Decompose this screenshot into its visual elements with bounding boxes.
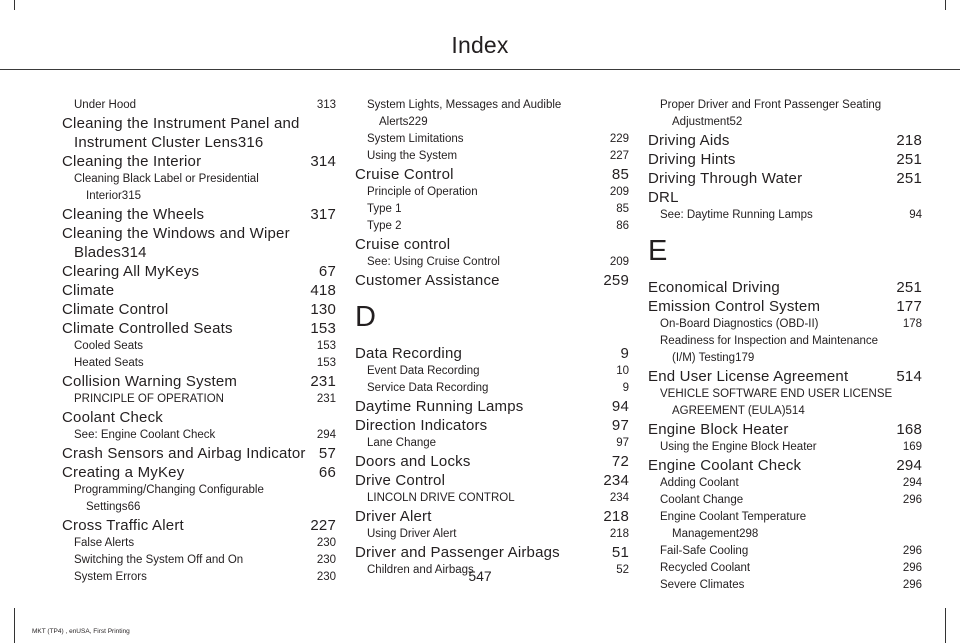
index-subentry bbox=[355, 201, 629, 218]
entry-label: Recycled Coolant bbox=[660, 562, 751, 574]
index-entry bbox=[62, 114, 336, 152]
index-subentry bbox=[355, 254, 629, 271]
entry-label: AGREEMENT (EULA) bbox=[672, 405, 786, 417]
entry-page-number: 10 bbox=[616, 365, 629, 377]
entry-page-number: 230 bbox=[316, 537, 336, 549]
entry-continuation bbox=[74, 499, 336, 516]
entry-page-number: 227 bbox=[310, 517, 336, 534]
entry-page-number: 514 bbox=[785, 405, 805, 417]
entry-label: Cross Traffic Alert bbox=[62, 517, 184, 534]
entry-page-number: 294 bbox=[902, 477, 922, 489]
entry-label: LINCOLN DRIVE CONTROL bbox=[367, 492, 515, 504]
entry-page-number: 251 bbox=[896, 151, 922, 168]
entry-label: Cleaning the Windows and Wiper bbox=[62, 225, 290, 242]
index-entry bbox=[648, 169, 922, 188]
entry-label: Climate Controlled Seats bbox=[62, 320, 233, 337]
index-entry bbox=[648, 278, 922, 297]
entry-label: Cleaning the Instrument Panel and bbox=[62, 115, 300, 132]
entry-page-number: 251 bbox=[896, 279, 922, 296]
entry-label: Drive Control bbox=[355, 472, 446, 489]
index-subentry bbox=[648, 475, 922, 492]
entry-page-number: 153 bbox=[316, 340, 336, 352]
entry-label: Blades bbox=[74, 244, 122, 261]
index-entry bbox=[62, 372, 336, 391]
index-subentry bbox=[355, 97, 629, 131]
entry-label: Driving Hints bbox=[648, 151, 736, 168]
entry-label: System Lights, Messages and Audible bbox=[367, 99, 562, 111]
entry-label: Climate bbox=[62, 282, 115, 299]
entry-page-number: 94 bbox=[611, 398, 629, 415]
entry-page-number: 229 bbox=[609, 133, 629, 145]
index-entry: DRL bbox=[648, 189, 679, 206]
entry-label: Cleaning the Interior bbox=[62, 153, 202, 170]
entry-label: End User License Agreement bbox=[648, 368, 849, 385]
index-entry bbox=[355, 507, 629, 526]
entry-continuation bbox=[660, 526, 922, 543]
index-column-2 bbox=[355, 97, 629, 579]
entry-label: Cruise Control bbox=[355, 166, 454, 183]
entry-page-number: 85 bbox=[616, 203, 629, 215]
index-subentry bbox=[648, 386, 922, 420]
index-subentry bbox=[648, 316, 922, 333]
entry-page-number: 231 bbox=[316, 393, 336, 405]
header-rule bbox=[0, 69, 960, 70]
entry-label: Cleaning Black Label or Presidential bbox=[74, 173, 259, 185]
entry-label: Collision Warning System bbox=[62, 373, 238, 390]
entry-label: Cleaning the Wheels bbox=[62, 206, 205, 223]
index-entry bbox=[355, 543, 629, 562]
index-entry bbox=[355, 344, 629, 363]
index-subentry bbox=[355, 526, 629, 543]
entry-continuation bbox=[367, 114, 629, 131]
index-subentry bbox=[648, 97, 922, 131]
entry-page-number: 66 bbox=[318, 464, 336, 481]
index-entry bbox=[62, 262, 336, 281]
index-subentry bbox=[62, 97, 336, 114]
entry-continuation bbox=[660, 350, 922, 367]
entry-page-number: 209 bbox=[609, 186, 629, 198]
entry-continuation bbox=[660, 114, 922, 131]
entry-page-number: 85 bbox=[611, 166, 629, 183]
entry-label: Creating a MyKey bbox=[62, 464, 185, 481]
index-subentry bbox=[62, 482, 336, 516]
index-subentry bbox=[648, 492, 922, 509]
entry-label: Adjustment bbox=[672, 116, 730, 128]
entry-page-number: 97 bbox=[611, 417, 629, 434]
index-entry bbox=[355, 416, 629, 435]
index-subentry bbox=[62, 535, 336, 552]
entry-continuation bbox=[62, 133, 336, 152]
entry-line bbox=[74, 97, 336, 114]
entry-page-number: 67 bbox=[318, 263, 336, 280]
crop-mark-bottom-right-v bbox=[945, 608, 946, 643]
entry-page-number: 52 bbox=[616, 564, 629, 576]
index-subentry bbox=[62, 338, 336, 355]
entry-label: Proper Driver and Front Passenger Seating bbox=[660, 99, 882, 111]
crop-mark-top-right-v bbox=[945, 0, 946, 10]
entry-page-number: 9 bbox=[622, 382, 629, 394]
index-entry bbox=[62, 281, 336, 300]
page-title: Index bbox=[451, 32, 509, 58]
entry-page-number: 86 bbox=[616, 220, 629, 232]
entry-label: (I/M) Testing bbox=[672, 352, 736, 364]
entry-page-number: 179 bbox=[735, 352, 755, 364]
index-entry bbox=[648, 420, 922, 439]
index-subentry bbox=[62, 427, 336, 444]
entry-label: Driving Through Water bbox=[648, 170, 803, 187]
index-subentry bbox=[355, 218, 629, 235]
section-letter: E bbox=[648, 235, 668, 267]
index-entry bbox=[648, 297, 922, 316]
entry-page-number: 234 bbox=[609, 492, 629, 504]
entry-label: Children and Airbags bbox=[367, 564, 474, 576]
entry-label: Engine Coolant Check bbox=[648, 457, 802, 474]
entry-page-number: 230 bbox=[316, 571, 336, 583]
entry-label: Adding Coolant bbox=[660, 477, 739, 489]
index-entry bbox=[62, 444, 336, 463]
index-subentry bbox=[355, 435, 629, 452]
index-entry bbox=[648, 150, 922, 169]
entry-label: Event Data Recording bbox=[367, 365, 480, 377]
entry-page-number: 178 bbox=[902, 318, 922, 330]
entry-page-number: 209 bbox=[609, 256, 629, 268]
entry-label: Severe Climates bbox=[660, 579, 745, 591]
entry-label: Type 2 bbox=[367, 220, 402, 232]
index-subentry bbox=[355, 380, 629, 397]
entry-label: Driver Alert bbox=[355, 508, 432, 525]
entry-page-number: 72 bbox=[611, 453, 629, 470]
entry-label: Principle of Operation bbox=[367, 186, 478, 198]
entry-page-number: 230 bbox=[316, 554, 336, 566]
section-letter: D bbox=[355, 301, 376, 333]
entry-label: False Alerts bbox=[74, 537, 135, 549]
entry-label: Using the System bbox=[367, 150, 458, 162]
index-column-1 bbox=[62, 97, 336, 586]
index-entry: Cruise control bbox=[355, 236, 451, 253]
entry-page-number: 234 bbox=[603, 472, 629, 489]
index-entry: Coolant Check bbox=[62, 409, 163, 426]
index-subentry bbox=[62, 171, 336, 205]
entry-page-number: 169 bbox=[902, 441, 922, 453]
entry-page-number: 298 bbox=[739, 528, 759, 540]
entry-continuation bbox=[74, 188, 336, 205]
entry-page-number: 317 bbox=[310, 206, 336, 223]
entry-label: System Errors bbox=[74, 571, 147, 583]
index-entry bbox=[648, 456, 922, 475]
entry-label: See: Using Cruise Control bbox=[367, 256, 500, 268]
index-entry bbox=[355, 452, 629, 471]
index-entry bbox=[62, 463, 336, 482]
index-entry bbox=[355, 165, 629, 184]
index-subentry bbox=[62, 391, 336, 408]
entry-label: On-Board Diagnostics (OBD-II) bbox=[660, 318, 819, 330]
entry-page-number: 51 bbox=[611, 544, 629, 561]
entry-page-number: 418 bbox=[310, 282, 336, 299]
entry-page-number: 218 bbox=[609, 528, 629, 540]
entry-label: See: Daytime Running Lamps bbox=[660, 209, 813, 221]
entry-continuation bbox=[660, 403, 922, 420]
index-subentry bbox=[648, 207, 922, 224]
index-entry bbox=[62, 300, 336, 319]
entry-label: Driver and Passenger Airbags bbox=[355, 544, 560, 561]
entry-page-number: 57 bbox=[318, 445, 336, 462]
entry-label: Customer Assistance bbox=[355, 272, 500, 289]
entry-page-number: 314 bbox=[121, 244, 147, 261]
crop-mark-bottom-left-v bbox=[14, 608, 15, 643]
entry-page-number: 227 bbox=[609, 150, 629, 162]
entry-label: Direction Indicators bbox=[355, 417, 488, 434]
entry-page-number: 316 bbox=[237, 134, 264, 151]
entry-page-number: 514 bbox=[896, 368, 922, 385]
entry-page-number: 314 bbox=[310, 153, 336, 170]
entry-page-number: 313 bbox=[316, 99, 336, 111]
index-subentry bbox=[648, 333, 922, 367]
entry-label: Programming/Changing Configurable bbox=[74, 484, 264, 496]
index-subentry bbox=[355, 184, 629, 201]
index-entry bbox=[62, 224, 336, 262]
entry-label: Coolant Change bbox=[660, 494, 744, 506]
entry-page-number: 66 bbox=[127, 501, 141, 513]
entry-label: Alerts bbox=[379, 116, 409, 128]
entry-label: Heated Seats bbox=[74, 357, 144, 369]
entry-label: Lane Change bbox=[367, 437, 437, 449]
entry-label: Using Driver Alert bbox=[367, 528, 457, 540]
entry-page-number: 94 bbox=[909, 209, 922, 221]
entry-label: Under Hood bbox=[74, 99, 137, 111]
index-subentry bbox=[355, 363, 629, 380]
entry-page-number: 153 bbox=[316, 357, 336, 369]
entry-label: Readiness for Inspection and Maintenance bbox=[660, 335, 879, 347]
index-entry bbox=[355, 397, 629, 416]
entry-label: Climate Control bbox=[62, 301, 169, 318]
page-number: 547 bbox=[468, 568, 492, 584]
index-subentry bbox=[62, 552, 336, 569]
entry-label: Engine Coolant Temperature bbox=[660, 511, 807, 523]
index-entry bbox=[648, 367, 922, 386]
entry-page-number: 251 bbox=[896, 170, 922, 187]
index-entry bbox=[62, 205, 336, 224]
index-subentry bbox=[355, 148, 629, 165]
crop-mark-top-left-v bbox=[14, 0, 15, 10]
index-entry bbox=[62, 516, 336, 535]
footer-printing-info: MKT (TP4) , enUSA, First Printing bbox=[32, 628, 130, 635]
entry-page-number: 168 bbox=[896, 421, 922, 438]
index-subentry bbox=[648, 509, 922, 543]
index-entry bbox=[355, 471, 629, 490]
entry-page-number: 52 bbox=[729, 116, 743, 128]
entry-label: VEHICLE SOFTWARE END USER LICENSE bbox=[660, 388, 893, 400]
index-subentry bbox=[355, 131, 629, 148]
entry-page-number: 97 bbox=[616, 437, 629, 449]
entry-label: PRINCIPLE OF OPERATION bbox=[74, 393, 224, 405]
entry-label: Doors and Locks bbox=[355, 453, 471, 470]
entry-page-number: 296 bbox=[902, 494, 922, 506]
index-entry bbox=[648, 131, 922, 150]
entry-label: Switching the System Off and On bbox=[74, 554, 244, 566]
entry-page-number: 218 bbox=[896, 132, 922, 149]
entry-label: Engine Block Heater bbox=[648, 421, 789, 438]
entry-page-number: 294 bbox=[896, 457, 922, 474]
entry-page-number: 259 bbox=[603, 272, 629, 289]
index-entry bbox=[355, 271, 629, 290]
entry-label: Economical Driving bbox=[648, 279, 780, 296]
entry-label: Data Recording bbox=[355, 345, 463, 362]
entry-label: Management bbox=[672, 528, 740, 540]
entry-label: Settings bbox=[86, 501, 128, 513]
entry-label: Daytime Running Lamps bbox=[355, 398, 524, 415]
entry-page-number: 177 bbox=[896, 298, 922, 315]
entry-label: Using the Engine Block Heater bbox=[660, 441, 817, 453]
entry-page-number: 218 bbox=[603, 508, 629, 525]
entry-label: Service Data Recording bbox=[367, 382, 489, 394]
index-subentry bbox=[648, 543, 922, 560]
index-subentry bbox=[355, 490, 629, 507]
index-column-3 bbox=[648, 97, 922, 594]
entry-page-number: 296 bbox=[902, 545, 922, 557]
entry-page-number: 296 bbox=[902, 579, 922, 591]
entry-label: Fail-Safe Cooling bbox=[660, 545, 749, 557]
entry-label: Driving Aids bbox=[648, 132, 730, 149]
entry-label: Type 1 bbox=[367, 203, 402, 215]
entry-page-number: 153 bbox=[310, 320, 336, 337]
entry-continuation bbox=[62, 243, 336, 262]
index-subentry bbox=[648, 439, 922, 456]
entry-page-number: 229 bbox=[408, 116, 428, 128]
entry-label: Emission Control System bbox=[648, 298, 821, 315]
entry-page-number: 294 bbox=[316, 429, 336, 441]
entry-label: See: Engine Coolant Check bbox=[74, 429, 216, 441]
index-entry bbox=[62, 319, 336, 338]
entry-page-number: 130 bbox=[310, 301, 336, 318]
entry-page-number: 9 bbox=[620, 345, 629, 362]
entry-page-number: 296 bbox=[902, 562, 922, 574]
entry-label: System Limitations bbox=[367, 133, 464, 145]
index-entry bbox=[62, 152, 336, 171]
entry-label: Instrument Cluster Lens bbox=[74, 134, 238, 151]
entry-page-number: 315 bbox=[121, 190, 141, 202]
entry-label: Cooled Seats bbox=[74, 340, 144, 352]
entry-label: Crash Sensors and Airbag Indicator bbox=[62, 445, 306, 462]
entry-page-number: 231 bbox=[310, 373, 336, 390]
entry-label: Clearing All MyKeys bbox=[62, 263, 200, 280]
entry-label: Interior bbox=[86, 190, 122, 202]
index-subentry bbox=[62, 355, 336, 372]
